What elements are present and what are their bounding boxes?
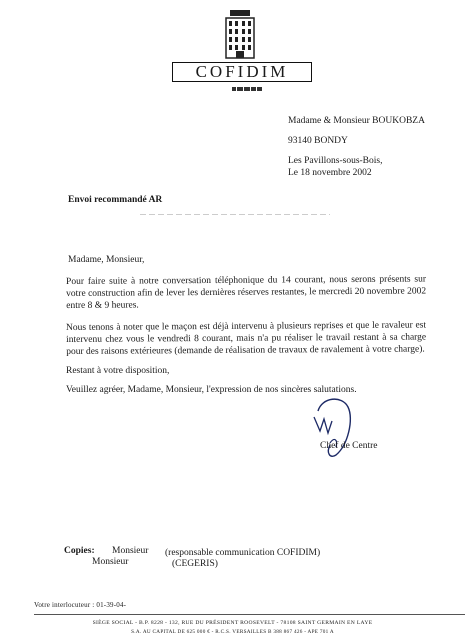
recipient-city: 93140 BONDY: [288, 136, 348, 146]
recipient-name: Madame & Monsieur BOUKOBZA: [288, 116, 425, 126]
brand-wordmark: COFIDIM: [172, 62, 312, 82]
copies-label: Copies:: [64, 546, 95, 556]
copies-note: (responsable communication COFIDIM): [165, 548, 321, 558]
copies-recipient: Monsieur: [112, 546, 149, 556]
body-paragraph: Pour faire suite à notre conversation téléphonique du 14 courant, nous serons présents sur votre construction afin de lever les dernières réserves restantes, le mercredi 20 novembre 2002 entre 8 & 9 heures.: [66, 274, 427, 311]
body-paragraph: Restant à votre disposition,: [66, 366, 170, 376]
footer-legal: S.A. AU CAPITAL DE 625 000 € - R.C.S. VERSAILLES B 388 867 426 - APE 701 A: [131, 629, 334, 635]
copies-note: (CEGERIS): [172, 559, 218, 569]
signer-title: Chef de Centre: [320, 441, 378, 451]
scan-artifact-line: [0, 214, 465, 215]
footer-divider: [34, 614, 465, 615]
salutation: Madame, Monsieur,: [68, 255, 145, 265]
letter-date: Le 18 novembre 2002: [288, 168, 372, 178]
letter-place: Les Pavillons-sous-Bois,: [288, 156, 383, 166]
closing-paragraph: Veuillez agréer, Madame, Monsieur, l'expression de nos sincères salutations.: [66, 385, 357, 395]
interlocutor-line: Votre interlocuteur : 01-39-04-: [34, 601, 127, 609]
copies-recipient: Monsieur: [92, 557, 129, 567]
cofidim-tower-logo: [222, 8, 258, 60]
body-paragraph: Nous tenons à noter que le maçon est déjà intervenu à plusieurs reprises et que le ravaleur est intervenu chez vous le vendredi 8 courant, mais n'a pu réaliser le travail restant à sa charge pour des raisons extérieures (demande de réalisation de travaux de ravalement à votre charge).: [66, 320, 427, 357]
letter-subject: Envoi recommandé AR: [68, 195, 163, 205]
footer-address: SIÈGE SOCIAL - B.P. 8228 - 132, RUE DU PRÉSIDENT ROOSEVELT - 78108 SAINT GERMAIN EN LAYE: [92, 620, 373, 626]
brand-tag-mark: [232, 86, 262, 92]
